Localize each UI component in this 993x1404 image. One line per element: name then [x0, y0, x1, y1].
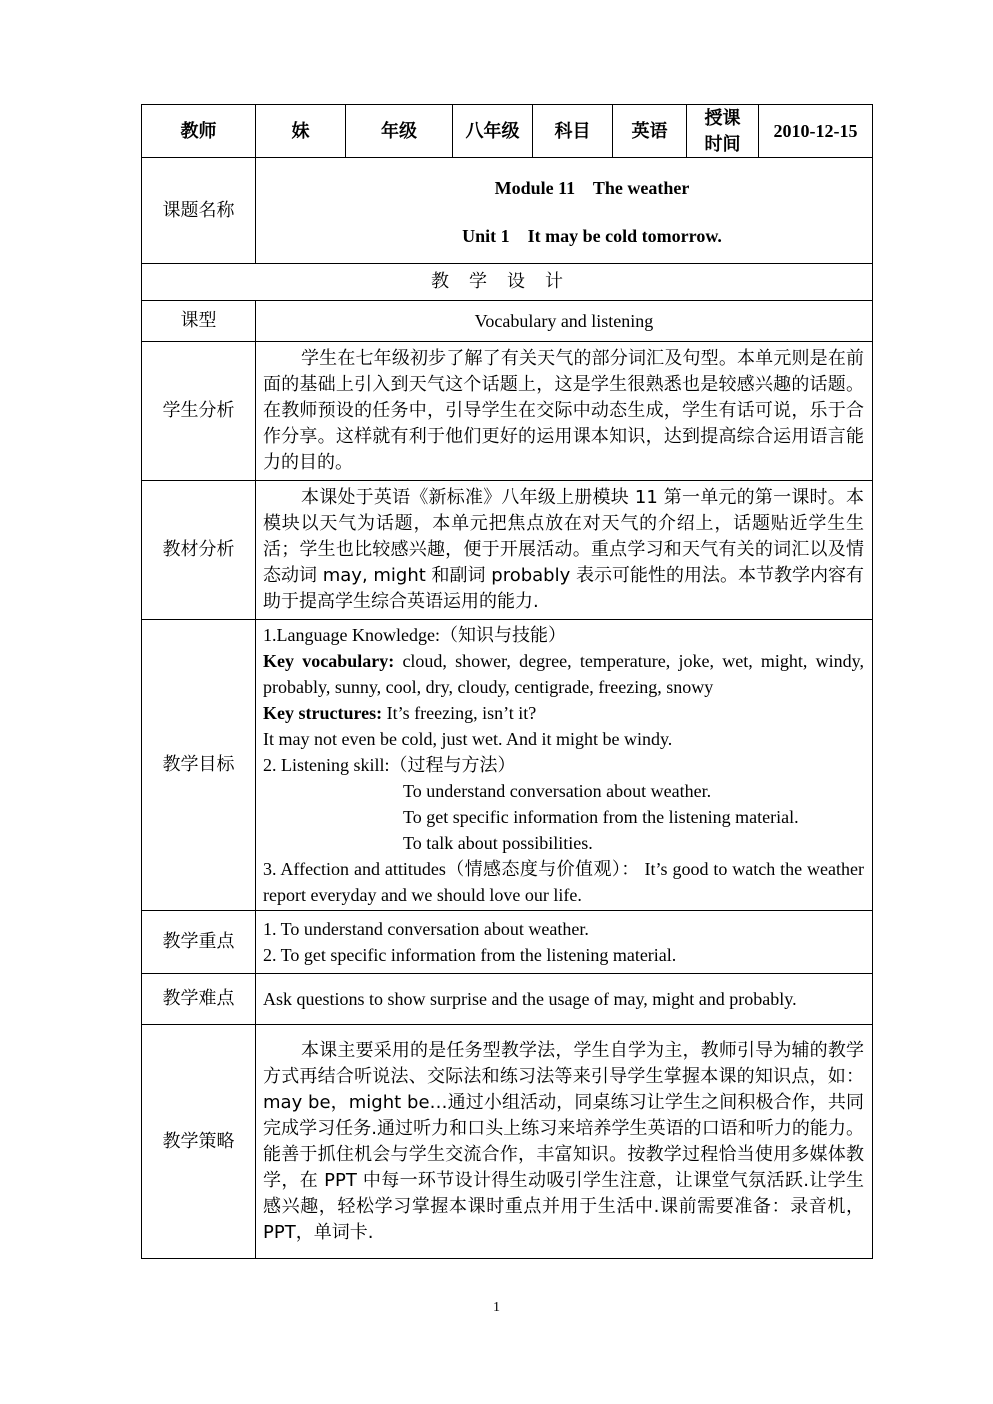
subject-label: 科目	[533, 105, 613, 158]
time-label-line1: 授课	[704, 108, 741, 128]
strategy-row	[142, 1025, 873, 1259]
teacher-label: 教师	[142, 105, 256, 158]
goal-key-structures-text: It’s freezing, isn’t it?	[382, 703, 537, 723]
grade-label: 年级	[346, 105, 453, 158]
material-analysis-row	[142, 481, 873, 620]
strategy-text: 本课主要采用的是任务型教学法，学生自学为主，教师引导为辅的教学方式再结合听说法、交际法和练习法等来引导学生掌握本课的知识点，如：may be，might be…通过小组活动，同桌练习让学生之间积极合作，共同完成学习任务.通过听力和口头上练习来培养学生英语的口语和听力的能力。能善于抓住机会与学生交流合作，丰富知识。按教学过程恰当使用多媒体教学，在 PPT 中每一环节设计得生动吸引学生注意，让课堂气氛活跃.让学生感兴趣，轻松学习掌握本课时重点并用于生活中.课前需要准备：录音机，PPT，单词卡.	[256, 1025, 873, 1259]
student-analysis-label: 学生分析	[142, 342, 256, 481]
student-analysis-text: 学生在七年级初步了解了有关天气的部分词汇及句型。本单元则是在前面的基础上引入到天气这个话题上，这是学生很熟悉也是较感兴趣的话题。在教师预设的任务中，引导学生在交际中动态生成，学生有话可说，乐于合作分享。这样就有利于他们更好的运用课本知识，达到提高综合运用语言能力的目的。	[256, 342, 873, 481]
lesson-title-row	[142, 158, 873, 264]
lesson-title	[256, 158, 873, 264]
goal-key-structures-line2: It may not even be cold, just wet. And it might be windy.	[263, 729, 673, 749]
design-heading-row	[142, 264, 873, 301]
teaching-goals-label: 教学目标	[142, 620, 256, 911]
teacher-value: 妹	[256, 105, 346, 158]
header-row	[142, 105, 873, 158]
goal-key-vocabulary	[263, 648, 864, 700]
key-points-row	[142, 911, 873, 974]
difficulty-row	[142, 974, 873, 1025]
type-value: Vocabulary and listening	[256, 301, 873, 342]
key-points-label: 教学重点	[142, 911, 256, 974]
student-analysis-row	[142, 342, 873, 481]
goal-key-structures-label: Key structures:	[263, 703, 383, 723]
key-point-1: 1. To understand conversation about weather.	[263, 919, 589, 939]
difficulty-label: 教学难点	[142, 974, 256, 1025]
lesson-plan-table	[141, 104, 873, 1259]
time-label	[687, 105, 759, 158]
goal-key-structures	[263, 700, 864, 726]
goal-listening-item-1: To understand conversation about weather.	[403, 781, 712, 801]
type-label: 课型	[142, 301, 256, 342]
subject-value: 英语	[613, 105, 687, 158]
time-label-line2: 时间	[704, 134, 741, 154]
material-analysis-label: 教材分析	[142, 481, 256, 620]
goal-affection: 3. Affection and attitudes（情感态度与价值观）： It’s good to watch the weather report everyday and we should love our life.	[263, 859, 864, 905]
lesson-label: 课题名称	[142, 158, 256, 264]
key-point-2: 2. To get specific information from the listening material.	[263, 945, 677, 965]
material-analysis-text: 本课处于英语《新标准》八年级上册模块 11 第一单元的第一课时。本模块以天气为话题，本单元把焦点放在对天气的介绍上，话题贴近学生生活；学生也比较感兴趣，便于开展活动。重点学习和天气有关的词汇以及情态动词 may, might 和副词 probably 表示可能性的用法。本节教学内容有助于提高学生综合英语运用的能力.	[256, 481, 873, 620]
goal-listening-skill: 2. Listening skill:（过程与方法）	[263, 755, 516, 775]
key-points-content	[256, 911, 873, 974]
teaching-goals-row	[142, 620, 873, 911]
design-heading: 教学设计	[142, 264, 873, 301]
goal-key-vocabulary-label: Key vocabulary:	[263, 651, 395, 671]
goal-listening-item-3: To talk about possibilities.	[403, 833, 593, 853]
lesson-title-line2: Unit 1 It may be cold tomorrow.	[462, 225, 722, 246]
teaching-goals-content	[256, 620, 873, 911]
lesson-title-line1: Module 11 The weather	[494, 177, 690, 198]
difficulty-text: Ask questions to show surprise and the usage of may, might and probably.	[256, 974, 873, 1025]
page-number: 1	[493, 1300, 500, 1315]
goal-key-vocabulary-text: cloud, shower, degree, temperature, joke, wet, might, windy, probably, sunny, cool, dry, cloudy, centigrade, freezing, snowy	[263, 651, 864, 697]
grade-value: 八年级	[453, 105, 533, 158]
goal-listening-item-2: To get specific information from the listening material.	[403, 807, 799, 827]
strategy-label: 教学策略	[142, 1025, 256, 1259]
time-value: 2010-12-15	[759, 105, 873, 158]
type-row	[142, 301, 873, 342]
goal-language-knowledge: 1.Language Knowledge:（知识与技能）	[263, 625, 566, 645]
